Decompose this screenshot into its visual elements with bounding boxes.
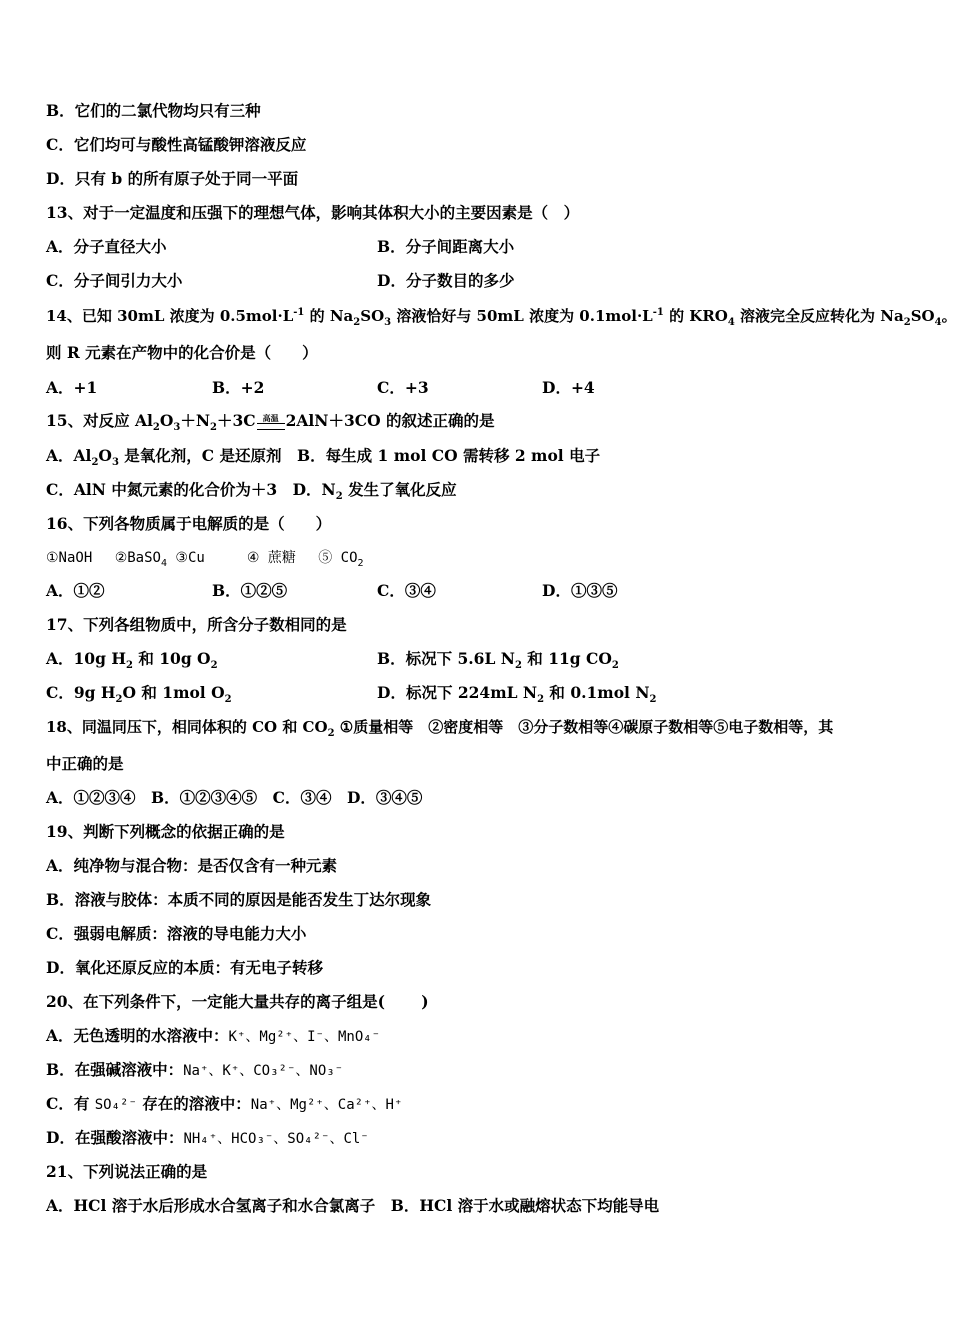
q14-option-a: A．+1 [46, 378, 98, 397]
q15-number: 15、 [46, 411, 84, 430]
q16-option-d: D．①③⑤ [542, 581, 618, 600]
q16-options [46, 581, 906, 601]
q17-stem: 17、下列各组物质中，所含分子数相同的是 [46, 615, 347, 634]
q17-options-row1 [46, 649, 906, 672]
q18-options: A．①②③④ B．①②③④⑤ C．③④ D．③④⑤ [46, 788, 423, 807]
q12-option-c: C．它们均可与酸性高锰酸钾溶液反应 [46, 135, 307, 154]
q19-option-b: B．溶液与胶体：本质不同的原因是能否发生丁达尔现象 [46, 890, 432, 909]
q13-option-a: A．分子直径大小 [46, 237, 167, 256]
q16-items: ①NaOH ②BaSO$_4$ ③Cu ④ 蔗糖 ⑤ $CO_2$ [46, 550, 364, 569]
q13-option-b: B．分子间距离大小 [377, 237, 515, 256]
reaction-condition-label: 高温 [262, 413, 279, 423]
q21-stem: 21、下列说法正确的是 [46, 1162, 208, 1181]
reaction-condition-arrow [256, 414, 286, 430]
q20-stem: 20、在下列条件下，一定能大量共存的离子组是( ) [46, 992, 429, 1011]
q14-number: 14、 [46, 307, 82, 325]
q19-option-a: A．纯净物与混合物：是否仅含有一种元素 [46, 856, 338, 875]
q15-stem: 15、对反应 $Al_2O_3+N_2+3C$ 高温 2AlN＋3CO 的叙述正确的是 [46, 411, 495, 434]
q19-option-d: D．氧化还原反应的本质：有无电子转移 [46, 958, 323, 977]
q15-option-ab: A．$Al_2O_3$ 是氧化剂，C 是还原剂 B．每生成 1 mol CO 需转移 2 mol 电子 [46, 446, 601, 469]
q15-option-cd: C．AlN 中氮元素的化合价为＋3 D．$N_2$ 发生了氧化反应 [46, 480, 457, 503]
q18-stem: 18、同温同压下，相同体积的 CO 和 $CO_2$ ①质量相等 ②密度相等 ③分子数相等④碳原子数相等⑤电子数相等，其 [46, 718, 834, 739]
q13-option-d: D．分子数目的多少 [377, 271, 515, 290]
q20-option-b: B．在强碱溶液中：Na⁺、K⁺、CO₃²⁻、NO₃⁻ [46, 1060, 344, 1079]
q20-option-a: A．无色透明的水溶液中：K⁺、Mg²⁺、I⁻、MnO₄⁻ [46, 1026, 381, 1045]
q16-option-c: C．③④ [377, 581, 436, 600]
q13-options-row1 [46, 237, 906, 257]
q14-option-d: D．+4 [542, 378, 595, 397]
q19-option-c: C．强弱电解质：溶液的导电能力大小 [46, 924, 307, 943]
q13-stem: 13、对于一定温度和压强下的理想气体，影响其体积大小的主要因素是（ ） [46, 203, 580, 222]
q14-stem-line2: 则 R 元素在产物中的化合价是（ ） [46, 343, 318, 362]
q16-option-a: A．①② [46, 581, 105, 600]
q17-option-c: C．9g $H_2O$ 和 1mol $O_2$ [46, 683, 232, 706]
q12-option-d: D．只有 b 的所有原子处于同一平面 [46, 169, 299, 188]
q20-option-d: D．在强酸溶液中：NH₄⁺、HCO₃⁻、SO₄²⁻、Cl⁻ [46, 1128, 369, 1147]
q21-options-ab: A．HCl 溶于水后形成水合氢离子和水合氯离子 B．HCl 溶于水或融熔状态下均能导电 [46, 1196, 660, 1215]
q16-option-b: B．①②⑤ [212, 581, 288, 600]
q17-option-b: B．标况下 5.6L $N_2$ 和 11g $CO_2$ [377, 649, 619, 672]
q18-stem-line2: 中正确的是 [46, 754, 124, 773]
q13-options-row2 [46, 271, 906, 291]
q20-option-c: C．有 SO₄²⁻ 存在的溶液中：Na⁺、Mg²⁺、Ca²⁺、H⁺ [46, 1094, 403, 1113]
q12-option-b: B．它们的二氯代物均只有三种 [46, 101, 261, 120]
q14-options [46, 378, 906, 398]
q14-option-b: B．+2 [212, 378, 265, 397]
q17-options-row2 [46, 683, 906, 706]
q16-stem: 16、下列各物质属于电解质的是（ ） [46, 514, 332, 533]
q14-option-c: C．+3 [377, 378, 429, 397]
q17-option-a: A．10g $H_2$ 和 10g $O_2$ [46, 649, 218, 672]
q13-option-c: C．分子间引力大小 [46, 271, 183, 290]
q14-stem: 14、已知 30mL 浓度为 $0.5mol\cdot L^{-1}$ 的 $Na_2SO_3$ 溶液恰好与 50mL 浓度为 $0.1mol\cdot L^{-1}$ 的 $KRO_4$ 溶液完全反应转化为 $Na_2SO_4$。 [46, 307, 957, 328]
q17-option-d: D．标况下 224mL $N_2$ 和 0.1mol $N_2$ [377, 683, 657, 706]
q19-stem: 19、判断下列概念的依据正确的是 [46, 822, 285, 841]
